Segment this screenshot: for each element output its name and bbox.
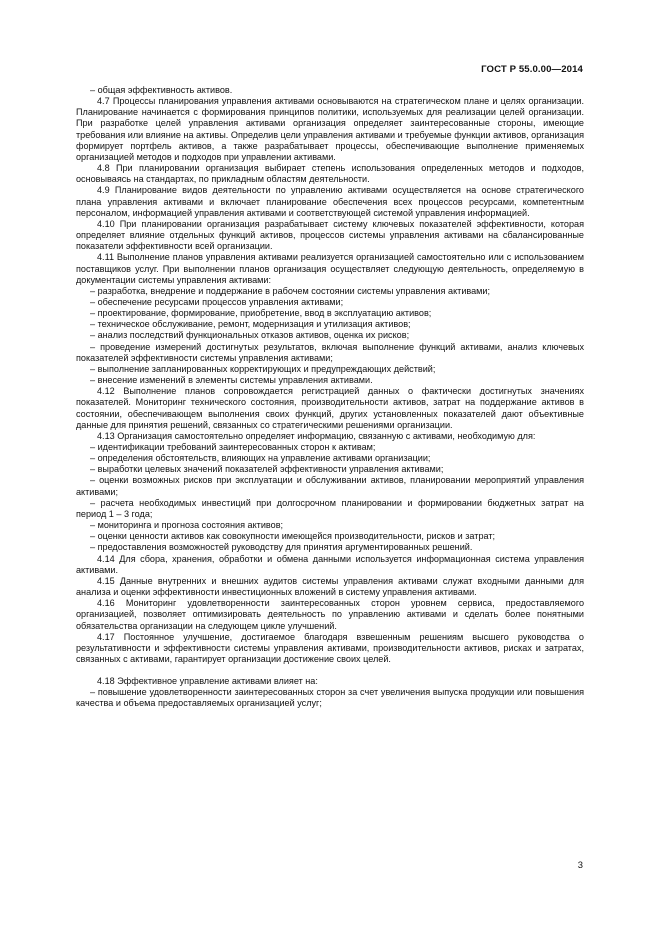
paragraph: 4.13 Организация самостоятельно определяет информацию, связанную с активами, необходимую для: xyxy=(97,430,536,441)
list-item: – анализ последствий функциональных отказов активов, оценка их рисков; xyxy=(90,330,410,341)
list-item: – расчета необходимых инвестиций при долгосрочном планировании и формировании бюджетных затрат на период 1 – 3 года; xyxy=(76,497,584,519)
paragraph: 4.18 Эффективное управление активами влияет на: xyxy=(97,676,318,687)
list-item: – общая эффективность активов. xyxy=(90,85,233,95)
document-header: ГОСТ Р 55.0.00—2014 xyxy=(481,64,583,75)
list-item: – предоставления возможностей руководству для принятия аргументированных решений. xyxy=(90,542,473,553)
paragraph: 4.11 Выполнение планов управления активами реализуется организацией самостоятельно или с использованием поставщиков услуг. При выполнении планов организация осуществляет следующую деятельность, определяемую в документации системы управления активами: xyxy=(76,252,584,285)
paragraph: 4.17 Постоянное улучшение, достигаемое благодаря взвешенным решениям высшего руководства о результативности и эффективности системы управления активами, производительности активов, рисках и затратах, связанных с активами, гарантирует организации достижение своих целей. xyxy=(76,631,584,664)
paragraph: 4.15 Данные внутренних и внешних аудитов системы управления активами служат входными данными для анализа и оценки эффективности инвестиционных вложений в систему управления активами. xyxy=(76,575,584,598)
list-item: – обеспечение ресурсами процессов управления активами; xyxy=(90,296,344,307)
document-body xyxy=(76,85,584,710)
list-item: – проведение измерений достигнутых результатов, включая выполнение функций активами, анализ ключевых показателей эффективности системы управления активами; xyxy=(76,341,584,363)
paragraph: 4.9 Планирование видов деятельности по управлению активами осуществляется на основе стратегического плана управления активами и включает планирование обеспечения всех процессов ресурсами, компетентным персоналом, информацией управления активами и соответствующей системой управления информацией. xyxy=(76,185,584,218)
list-item: – мониторинга и прогноза состояния активов; xyxy=(90,520,284,531)
list-item: – техническое обслуживание, ремонт, модернизация и утилизация активов; xyxy=(90,319,411,330)
list-item: – определения обстоятельств, влияющих на управление активами организации; xyxy=(90,453,431,464)
paragraph: 4.7 Процессы планирования управления активами основываются на стратегическом плане и целях организации. Планирование начинается с формирования принципов политики, используемых для реализации целей организации. При разработке целей управления активами организация определяет заинтересованные стороны, имеющие требования или влияние на активы. Определив цели управления активами и требуемые функции активов, организация формирует портфель активов, а также разрабатывает процессы, обеспечивающие выполнение применяемых организацией методов и подходов при управлении активами. xyxy=(76,96,584,162)
list-item: – внесение изменений в элементы системы управления активами. xyxy=(90,375,373,386)
list-item: – проектирование, формирование, приобретение, ввод в эксплуатацию активов; xyxy=(90,308,432,319)
paragraph: 4.14 Для сбора, хранения, обработки и обмена данными используется информационная система управления активами. xyxy=(76,553,584,575)
list-item: – повышение удовлетворенности заинтересованных сторон за счет увеличения выпуска продукции или повышения качества и объема предоставляемых организацией услуг; xyxy=(76,687,584,709)
list-item: – оценки ценности активов как совокупности имеющейся производительности, рисков и затрат; xyxy=(90,531,496,542)
paragraph: 4.10 При планировании организация разрабатывает систему ключевых показателей эффективности, которая определяет влияние отдельных функций активов, процессов системы управления активами на сбалансированные показатели эффективности всей организации. xyxy=(76,218,584,252)
paragraph: 4.8 При планировании организация выбирает степень использования определенных методов и подходов, основываясь на стандартах, по прикладным областям деятельности. xyxy=(76,163,584,185)
page-number: 3 xyxy=(577,859,583,870)
list-item: – идентификации требований заинтересованных сторон к активам; xyxy=(90,442,376,452)
paragraph: 4.12 Выполнение планов сопровождается регистрацией данных о фактически достигнутых значениях показателей. Мониторинг технического состояния, производительности активов, затрат на поддержание активов в состоянии, обеспечивающем выполнения своих функций, других установленных показателей дают объективные данные для принятия решений, связанных со стратегическими решениями организации. xyxy=(76,386,584,430)
list-item: – оценки возможных рисков при эксплуатации и обслуживании активов, планировании мероприятий управления активами; xyxy=(76,475,584,497)
list-item: – выработки целевых значений показателей эффективности управления активами; xyxy=(90,464,444,475)
paragraph: 4.16 Мониторинг удовлетворенности заинтересованных сторон уровнем сервиса, предоставляемого организацией, позволяет оптимизировать деятельность по управлению активами и сделать более понятными обязательства организации на следующем цикле улучшений. xyxy=(76,598,584,631)
list-item: – выполнение запланированных корректирующих и предупреждающих действий; xyxy=(90,363,436,374)
list-item: – разработка, внедрение и поддержание в рабочем состоянии системы управления активами; xyxy=(90,285,491,296)
